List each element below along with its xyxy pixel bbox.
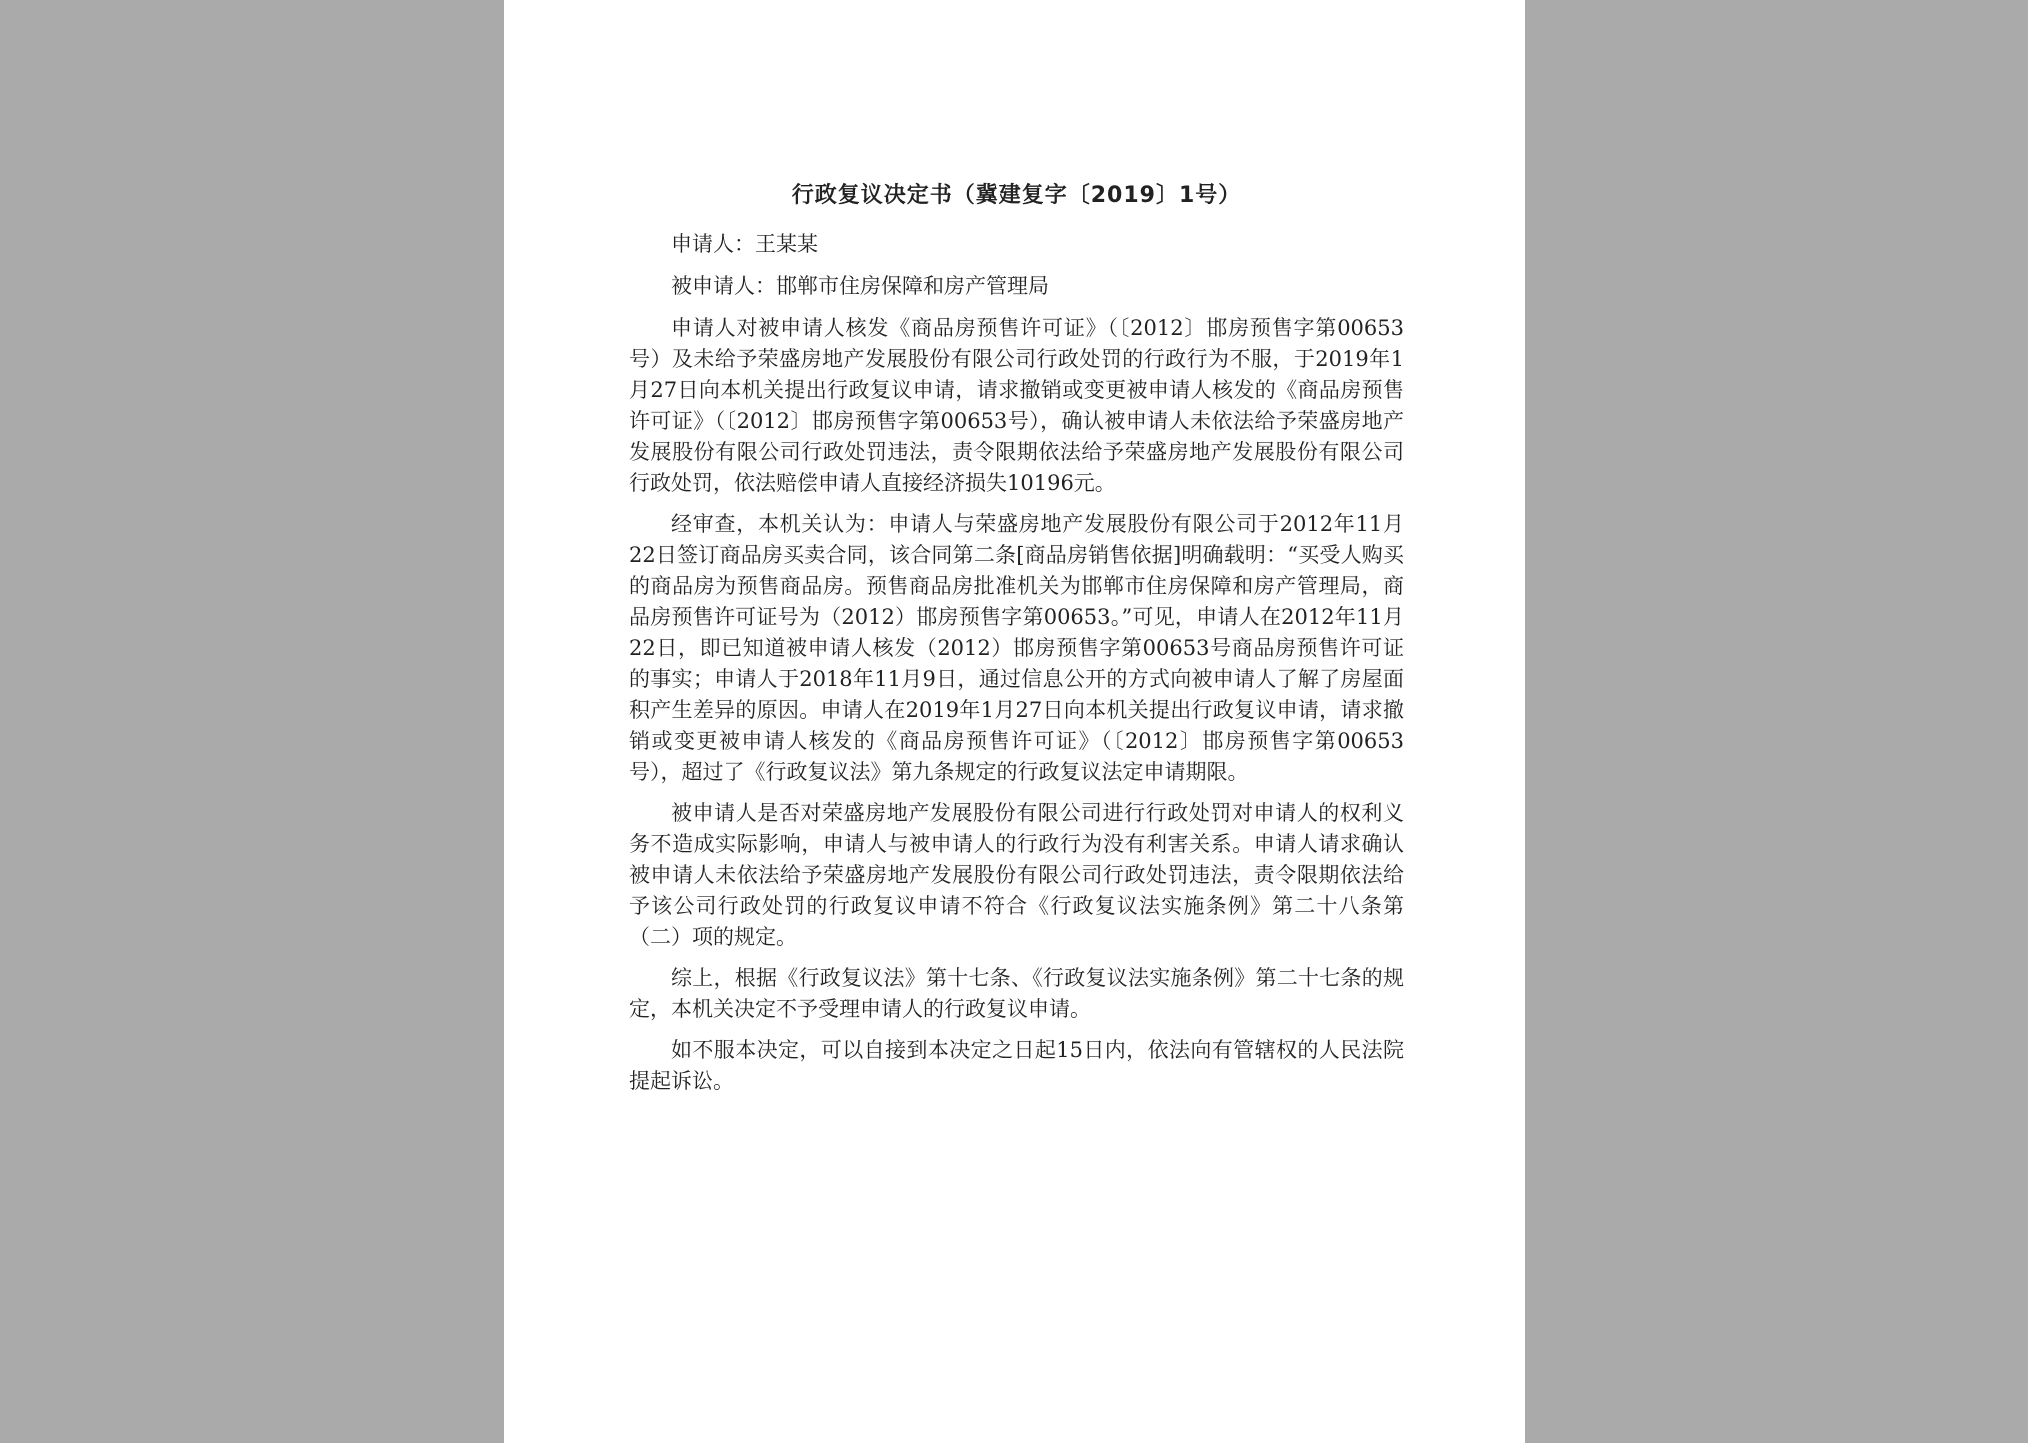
document-title: 行政复议决定书（冀建复字〔2019〕1号） — [791, 183, 1242, 208]
paragraph-decision: 综上，根据《行政复议法》第十七条、《行政复议法实施条例》第二十七条的规定，本机关决定不予受理申请人的行政复议申请。 — [629, 966, 1404, 1021]
applicant-line: 申请人：王某某 — [671, 232, 818, 256]
paragraph-interest: 被申请人是否对荣盛房地产发展股份有限公司进行行政处罚对申请人的权利义务不造成实际影响，申请人与被申请人的行政行为没有利害关系。申请人请求确认被申请人未依法给予荣盛房地产发展股份有限公司行政处罚违法，责令限期依法给予该公司行政处罚的行政复议申请不符合《行政复议法实施条例》第二十八条第（二）项的规定。 — [629, 801, 1404, 949]
document-page — [504, 0, 1525, 1443]
respondent-line: 被申请人：邯郸市住房保障和房产管理局 — [671, 274, 1049, 298]
paragraph-request: 申请人对被申请人核发《商品房预售许可证》（〔2012〕邯房预售字第00653号）及未给予荣盛房地产发展股份有限公司行政处罚的行政行为不服，于2019年1月27日向本机关提出行政复议申请，请求撤销或变更被申请人核发的《商品房预售许可证》（〔2012〕邯房预售字第00653号），确认被申请人未依法给予荣盛房地产发展股份有限公司行政处罚违法，责令限期依法给予荣盛房地产发展股份有限公司行政处罚，依法赔偿申请人直接经济损失10196元。 — [629, 316, 1404, 495]
document-body — [629, 180, 1404, 1107]
paragraph-appeal: 如不服本决定，可以自接到本决定之日起15日内，依法向有管辖权的人民法院提起诉讼。 — [629, 1038, 1404, 1093]
paragraph-review: 经审查，本机关认为：申请人与荣盛房地产发展股份有限公司于2012年11月22日签订商品房买卖合同，该合同第二条[商品房销售依据]明确载明：“买受人购买的商品房为预售商品房。预售商品房批准机关为邯郸市住房保障和房产管理局，商品房预售许可证号为（2012）邯房预售字第00653。”可见，申请人在2012年11月22日，即已知道被申请人核发（2012）邯房预售字第00653号商品房预售许可证的事实；申请人于2018年11月9日，通过信息公开的方式向被申请人了解了房屋面积产生差异的原因。申请人在2019年1月27日向本机关提出行政复议申请，请求撤销或变更被申请人核发的《商品房预售许可证》（〔2012〕邯房预售字第00653号），超过了《行政复议法》第九条规定的行政复议法定申请期限。 — [629, 512, 1404, 784]
